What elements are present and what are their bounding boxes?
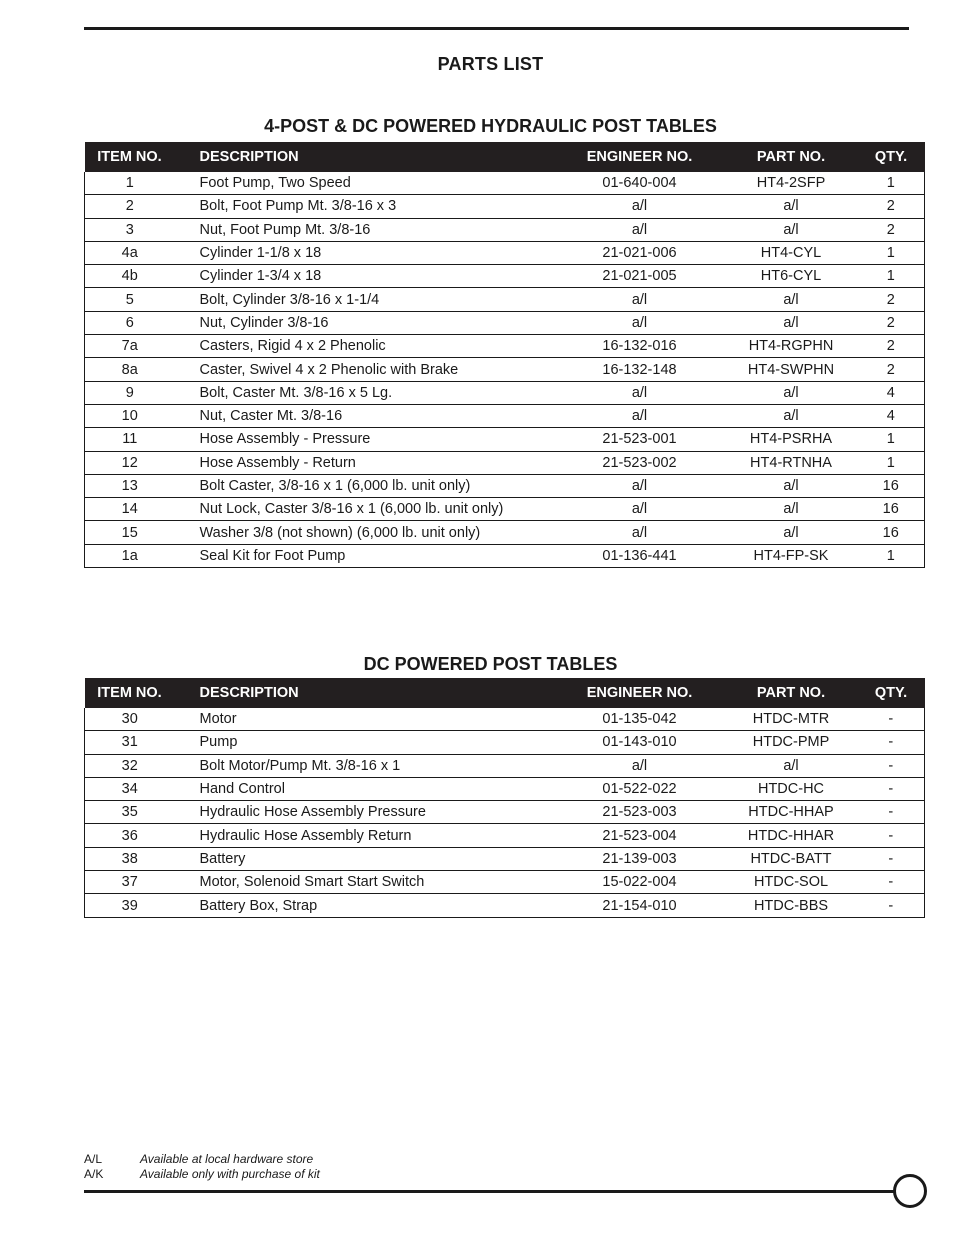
cell-item: 14 xyxy=(85,498,175,521)
cell-description: Nut Lock, Caster 3/8-16 x 1 (6,000 lb. unit only) xyxy=(175,498,555,521)
cell-description: Motor, Solenoid Smart Start Switch xyxy=(175,871,555,894)
table1-title: 4-POST & DC POWERED HYDRAULIC POST TABLES xyxy=(264,116,717,136)
cell-engineer-no: a/l xyxy=(555,381,725,404)
cell-part-no: HT4-PSRHA xyxy=(725,428,858,451)
table-row xyxy=(85,335,925,358)
cell-part-no: a/l xyxy=(725,218,858,241)
table-row xyxy=(85,404,925,427)
cell-part-no: a/l xyxy=(725,311,858,334)
cell-qty: 2 xyxy=(858,288,925,311)
cell-description: Washer 3/8 (not shown) (6,000 lb. unit only) xyxy=(175,521,555,544)
table-row xyxy=(85,311,925,334)
table-row xyxy=(85,288,925,311)
cell-item: 2 xyxy=(85,195,175,218)
cell-engineer-no: 15-022-004 xyxy=(555,871,725,894)
cell-engineer-no: 21-523-003 xyxy=(555,801,725,824)
cell-item: 5 xyxy=(85,288,175,311)
table-row xyxy=(85,195,925,218)
cell-description: Pump xyxy=(175,731,555,754)
cell-part-no: a/l xyxy=(725,474,858,497)
col-header-engineer: ENGINEER NO. xyxy=(555,142,725,172)
table-row xyxy=(85,172,925,195)
legend-abbr: A/L xyxy=(84,1152,103,1166)
table-row xyxy=(85,428,925,451)
cell-qty: 2 xyxy=(858,195,925,218)
table-row xyxy=(85,498,925,521)
legend-text: Available at local hardware store xyxy=(140,1152,314,1166)
page-title: PARTS LIST xyxy=(437,54,544,74)
cell-item: 4b xyxy=(85,265,175,288)
cell-item: 15 xyxy=(85,521,175,544)
cell-part-no: HTDC-PMP xyxy=(725,731,858,754)
cell-qty: - xyxy=(858,847,925,870)
cell-part-no: HT4-CYL xyxy=(725,241,858,264)
cell-item: 31 xyxy=(85,731,175,754)
legend-text: Available only with purchase of kit xyxy=(140,1167,320,1181)
cell-item: 8a xyxy=(85,358,175,381)
col-header-engineer: ENGINEER NO. xyxy=(555,678,725,708)
cell-qty: - xyxy=(858,754,925,777)
table-row xyxy=(85,451,925,474)
cell-description: Hose Assembly - Pressure xyxy=(175,428,555,451)
cell-engineer-no: a/l xyxy=(555,311,725,334)
cell-part-no: HTDC-SOL xyxy=(725,871,858,894)
cell-part-no: HT6-CYL xyxy=(725,265,858,288)
table-row xyxy=(85,801,925,824)
cell-description: Battery Box, Strap xyxy=(175,894,555,917)
cell-part-no: HTDC-HC xyxy=(725,777,858,800)
cell-qty: 2 xyxy=(858,335,925,358)
cell-part-no: HT4-RTNHA xyxy=(725,451,858,474)
table-row xyxy=(85,358,925,381)
cell-engineer-no: 16-132-148 xyxy=(555,358,725,381)
table-row xyxy=(85,731,925,754)
cell-qty: - xyxy=(858,731,925,754)
cell-engineer-no: 21-523-004 xyxy=(555,824,725,847)
table-row xyxy=(85,218,925,241)
cell-description: Seal Kit for Foot Pump xyxy=(175,544,555,567)
legend xyxy=(84,1152,320,1182)
cell-description: Casters, Rigid 4 x 2 Phenolic xyxy=(175,335,555,358)
cell-description: Motor xyxy=(175,708,555,731)
table-row xyxy=(85,474,925,497)
cell-qty: 1 xyxy=(858,451,925,474)
cell-engineer-no: 01-640-004 xyxy=(555,172,725,195)
cell-engineer-no: 21-154-010 xyxy=(555,894,725,917)
cell-item: 12 xyxy=(85,451,175,474)
col-header-qty: QTY. xyxy=(858,142,925,172)
cell-engineer-no: a/l xyxy=(555,474,725,497)
cell-item: 1 xyxy=(85,172,175,195)
cell-description: Bolt, Caster Mt. 3/8-16 x 5 Lg. xyxy=(175,381,555,404)
cell-qty: 16 xyxy=(858,474,925,497)
cell-part-no: HT4-SWPHN xyxy=(725,358,858,381)
cell-engineer-no: 01-522-022 xyxy=(555,777,725,800)
bottom-rule xyxy=(84,1190,896,1193)
cell-engineer-no: a/l xyxy=(555,195,725,218)
cell-description: Hydraulic Hose Assembly Return xyxy=(175,824,555,847)
cell-engineer-no: 01-143-010 xyxy=(555,731,725,754)
cell-description: Nut, Caster Mt. 3/8-16 xyxy=(175,404,555,427)
cell-item: 7a xyxy=(85,335,175,358)
table-row xyxy=(85,777,925,800)
table-row xyxy=(85,544,925,567)
table1-body xyxy=(85,172,925,568)
cell-item: 6 xyxy=(85,311,175,334)
cell-engineer-no: 21-139-003 xyxy=(555,847,725,870)
cell-engineer-no: 21-523-001 xyxy=(555,428,725,451)
cell-item: 13 xyxy=(85,474,175,497)
cell-engineer-no: 01-136-441 xyxy=(555,544,725,567)
top-rule xyxy=(84,27,909,30)
legend-row-al xyxy=(84,1152,320,1167)
cell-engineer-no: 16-132-016 xyxy=(555,335,725,358)
table-row xyxy=(85,241,925,264)
cell-qty: 4 xyxy=(858,381,925,404)
cell-part-no: a/l xyxy=(725,288,858,311)
cell-description: Bolt, Cylinder 3/8-16 x 1-1/4 xyxy=(175,288,555,311)
table-row xyxy=(85,708,925,731)
cell-qty: - xyxy=(858,777,925,800)
cell-qty: 16 xyxy=(858,521,925,544)
table2-body xyxy=(85,708,925,917)
table-header-row xyxy=(85,142,925,172)
table-row xyxy=(85,381,925,404)
cell-item: 37 xyxy=(85,871,175,894)
cell-qty: 2 xyxy=(858,218,925,241)
cell-engineer-no: 01-135-042 xyxy=(555,708,725,731)
cell-part-no: HTDC-HHAP xyxy=(725,801,858,824)
cell-part-no: a/l xyxy=(725,381,858,404)
cell-qty: 2 xyxy=(858,358,925,381)
cell-description: Battery xyxy=(175,847,555,870)
table-row xyxy=(85,521,925,544)
cell-qty: - xyxy=(858,894,925,917)
cell-item: 30 xyxy=(85,708,175,731)
cell-description: Cylinder 1-3/4 x 18 xyxy=(175,265,555,288)
cell-description: Bolt, Foot Pump Mt. 3/8-16 x 3 xyxy=(175,195,555,218)
cell-qty: 1 xyxy=(858,241,925,264)
table2-title: DC POWERED POST TABLES xyxy=(363,654,618,674)
cell-qty: - xyxy=(858,708,925,731)
cell-part-no: HTDC-HHAR xyxy=(725,824,858,847)
table-header-row xyxy=(85,678,925,708)
cell-part-no: HT4-FP-SK xyxy=(725,544,858,567)
col-header-description: DESCRIPTION xyxy=(175,678,555,708)
cell-part-no: HTDC-BATT xyxy=(725,847,858,870)
col-header-item: ITEM NO. xyxy=(85,142,175,172)
cell-part-no: a/l xyxy=(725,195,858,218)
cell-item: 3 xyxy=(85,218,175,241)
cell-description: Bolt Caster, 3/8-16 x 1 (6,000 lb. unit only) xyxy=(175,474,555,497)
cell-qty: 4 xyxy=(858,404,925,427)
cell-part-no: HT4-RGPHN xyxy=(725,335,858,358)
cell-item: 1a xyxy=(85,544,175,567)
table-row xyxy=(85,754,925,777)
cell-item: 39 xyxy=(85,894,175,917)
cell-description: Hydraulic Hose Assembly Pressure xyxy=(175,801,555,824)
col-header-item: ITEM NO. xyxy=(85,678,175,708)
cell-qty: 1 xyxy=(858,544,925,567)
cell-item: 9 xyxy=(85,381,175,404)
cell-engineer-no: a/l xyxy=(555,754,725,777)
cell-engineer-no: a/l xyxy=(555,218,725,241)
cell-engineer-no: 21-523-002 xyxy=(555,451,725,474)
cell-part-no: HTDC-BBS xyxy=(725,894,858,917)
cell-item: 32 xyxy=(85,754,175,777)
table-row xyxy=(85,824,925,847)
cell-item: 11 xyxy=(85,428,175,451)
cell-qty: 1 xyxy=(858,428,925,451)
parts-table-dc xyxy=(84,678,925,918)
cell-engineer-no: a/l xyxy=(555,288,725,311)
cell-qty: 1 xyxy=(858,172,925,195)
cell-item: 36 xyxy=(85,824,175,847)
cell-part-no: a/l xyxy=(725,404,858,427)
cell-engineer-no: a/l xyxy=(555,404,725,427)
cell-qty: - xyxy=(858,801,925,824)
cell-part-no: HT4-2SFP xyxy=(725,172,858,195)
cell-qty: - xyxy=(858,871,925,894)
page-number-circle xyxy=(893,1174,927,1208)
cell-engineer-no: a/l xyxy=(555,498,725,521)
cell-qty: 2 xyxy=(858,311,925,334)
table-row xyxy=(85,894,925,917)
cell-description: Bolt Motor/Pump Mt. 3/8-16 x 1 xyxy=(175,754,555,777)
cell-item: 38 xyxy=(85,847,175,870)
table-row xyxy=(85,847,925,870)
parts-table-hydraulic xyxy=(84,142,925,568)
cell-engineer-no: a/l xyxy=(555,521,725,544)
cell-engineer-no: 21-021-005 xyxy=(555,265,725,288)
cell-description: Nut, Cylinder 3/8-16 xyxy=(175,311,555,334)
cell-description: Nut, Foot Pump Mt. 3/8-16 xyxy=(175,218,555,241)
cell-qty: 1 xyxy=(858,265,925,288)
table-row xyxy=(85,265,925,288)
legend-abbr: A/K xyxy=(84,1167,104,1181)
cell-part-no: a/l xyxy=(725,521,858,544)
cell-item: 35 xyxy=(85,801,175,824)
cell-part-no: HTDC-MTR xyxy=(725,708,858,731)
cell-item: 4a xyxy=(85,241,175,264)
cell-description: Hose Assembly - Return xyxy=(175,451,555,474)
col-header-part: PART NO. xyxy=(725,678,858,708)
cell-item: 34 xyxy=(85,777,175,800)
cell-qty: - xyxy=(858,824,925,847)
cell-description: Foot Pump, Two Speed xyxy=(175,172,555,195)
table-row xyxy=(85,871,925,894)
cell-description: Caster, Swivel 4 x 2 Phenolic with Brake xyxy=(175,358,555,381)
cell-description: Cylinder 1-1/8 x 18 xyxy=(175,241,555,264)
cell-engineer-no: 21-021-006 xyxy=(555,241,725,264)
cell-qty: 16 xyxy=(858,498,925,521)
cell-part-no: a/l xyxy=(725,754,858,777)
col-header-description: DESCRIPTION xyxy=(175,142,555,172)
col-header-qty: QTY. xyxy=(858,678,925,708)
cell-description: Hand Control xyxy=(175,777,555,800)
col-header-part: PART NO. xyxy=(725,142,858,172)
cell-part-no: a/l xyxy=(725,498,858,521)
legend-row-ak xyxy=(84,1167,320,1182)
cell-item: 10 xyxy=(85,404,175,427)
